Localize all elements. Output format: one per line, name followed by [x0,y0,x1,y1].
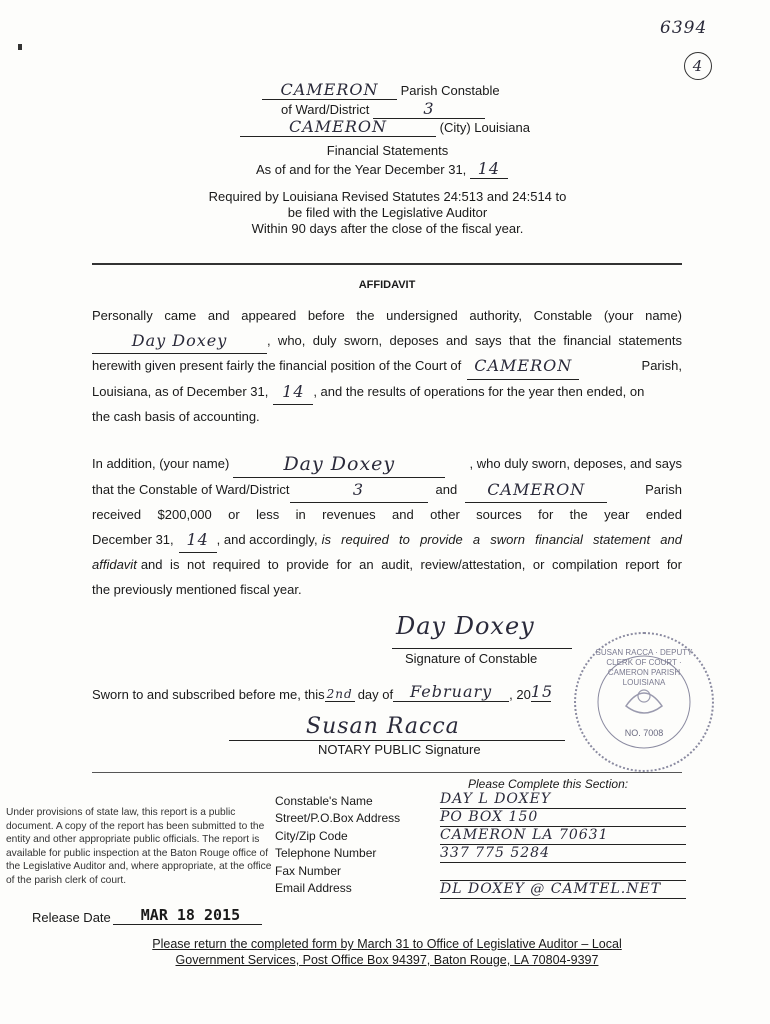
label-city-zip: City/Zip Code [275,828,348,843]
scan-mark [18,44,22,50]
court-parish: CAMERON [467,354,579,380]
notary-signature: Susan Racca [306,714,460,739]
value-telephone: 337 775 5284 [440,845,686,863]
label-street: Street/P.O.Box Address [275,811,401,826]
requirement-line-3: Within 90 days after the close of the fiscal year. [251,221,524,236]
constable-name-1: Day Doxey [92,329,267,355]
ward-value: 3 [373,99,485,119]
requirement-line-2: be filed with the Legislative Auditor [287,205,488,220]
sworn-day: 2nd [326,687,353,701]
notary-signature-label: NOTARY PUBLIC Signature [318,742,481,757]
constable-signature: Day Doxey [396,612,535,640]
sworn-year: 15 [530,682,554,701]
header-ward-line [281,99,581,119]
sworn-month: February [393,682,509,702]
contact-values [440,791,686,899]
divider-bottom [92,772,682,773]
complete-section-note: Please Complete this Section: [468,777,629,791]
footer-instructions [90,936,684,968]
header-city-line [240,117,560,137]
circled-number: 4 [684,52,712,80]
release-date-label: Release Date [32,910,111,925]
value-city-zip: CAMERON LA 70631 [440,827,686,845]
value-constable-name: DAY L DOXEY [440,791,686,809]
constable-signature-label: Signature of Constable [405,651,538,666]
value-street: PO BOX 150 [440,809,686,827]
ward-district-value: 3 [290,478,428,504]
label-telephone: Telephone Number [275,846,377,861]
affidavit-paragraph-2: In addition, (your name) Day Doxey , who duly sworn, deposes, and says that the Constable of Ward/District 3 and CAMERON Parish received $200,000 or less in revenues and other sources for the year ended December 31, 14 , and accordingly, is required to provide a sworn financial statement and affidavit and is not required to provide for an audit, review/attestation, or compilation report for the previously mentioned fiscal year. [92,453,682,597]
notary-signature-line [229,740,565,741]
city-label: (City) Louisiana [439,120,530,135]
affidavit-paragraph-1: Personally came and appeared before the undersigned authority, Constable (your name) Day Doxey , who, duly sworn, deposes and says that the financial statements herewith given present fairly the financial position of the Court of CAMERON Parish, Louisiana, as of December 31, 14 , and the results of operations for the year then ended, on the cash basis of accounting. [92,308,682,424]
constable-name-2: Day Doxey [233,452,445,478]
footer-line-2: Government Services, Post Office Box 94397, Baton Rouge, LA 70804-9397 [175,953,599,967]
statement-title: Financial Statements [326,143,449,158]
footer-line-1: Please return the completed form by March 31 to Office of Legislative Auditor – Local [152,937,622,951]
parish-name: CAMERON [262,80,397,100]
label-constable-name: Constable's Name [275,794,373,808]
constable-signature-line [392,648,572,649]
affidavit-heading: AFFIDAVIT [358,279,416,291]
divider [92,263,682,265]
release-date-line [32,906,262,925]
ward-label: of Ward/District [281,102,370,117]
parish-label: Parish Constable [400,83,500,98]
contact-labels [275,793,400,897]
requirement-line-1: Required by Louisiana Revised Statutes 24:513 and 24:514 to [208,189,567,204]
label-fax: Fax Number [275,863,342,878]
sworn-line: Sworn to and subscribed before me, this 2nd day of February , 20 15 [92,682,554,702]
parish-value-2: CAMERON [465,478,607,504]
seal-number: NO. 7008 [624,728,664,738]
public-document-notice: Under provisions of state law, this report is a public document. A copy of the report has been submitted to the entity and other appropriate public officials. The report is available for public inspection at the Baton Rouge office of the Legislative Auditor and, where appropriate, at the office of the parish clerk of court. [6,807,272,886]
city-value: CAMERON [240,117,436,137]
release-date-stamp: MAR 18 2015 [113,906,262,925]
label-email: Email Address [275,881,352,896]
header-parish-line [262,80,562,100]
year-value: 14 [470,159,508,179]
value-fax [440,863,686,881]
notary-seal [574,632,714,772]
value-email: DL DOXEY @ CAMTEL.NET [440,881,686,899]
file-number: 6394 [660,18,708,38]
affidavit-year-2: 14 [179,528,217,554]
seal-ring-text: SUSAN RACCA · DEPUTY CLERK OF COURT · CAMERON PARISH LOUISIANA [595,648,693,687]
affidavit-year-1: 14 [273,380,313,406]
as-of-line: As of and for the Year December 31, 14 [256,159,576,179]
